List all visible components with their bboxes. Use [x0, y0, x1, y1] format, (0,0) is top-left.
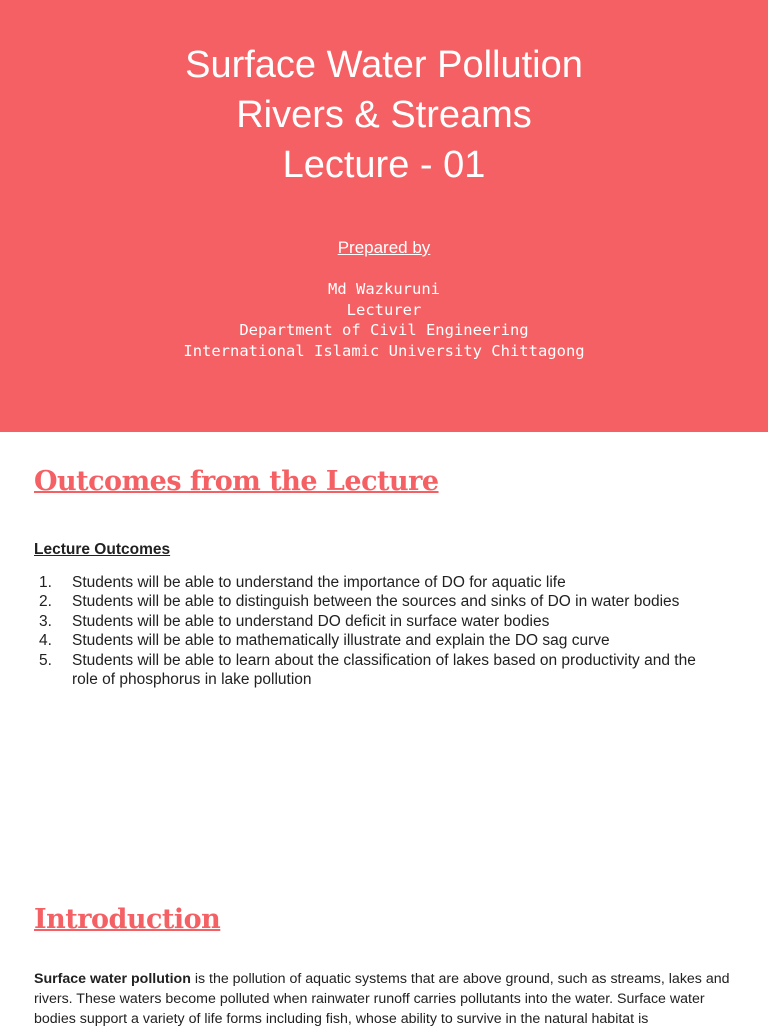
- title-line: Rivers & Streams: [236, 94, 532, 136]
- title-line: Surface Water Pollution: [185, 44, 583, 86]
- author-university: International Islamic University Chittagong: [183, 342, 585, 361]
- list-item: [34, 631, 714, 650]
- introduction-paragraph: [34, 969, 736, 1030]
- list-text: Students will be able to distinguish between the sources and sinks of DO in water bodies: [72, 593, 680, 611]
- list-number: 1.: [39, 574, 52, 591]
- list-text: Students will be able to learn about the classification of lakes based on productivity and the role of phosphorus in lake pollution: [72, 651, 696, 689]
- title-line: Lecture - 01: [282, 144, 486, 186]
- title-banner: [0, 0, 768, 432]
- list-item: [34, 592, 714, 611]
- intro-lead-term: Surface water pollution: [34, 971, 191, 987]
- list-text: Students will be able to understand DO deficit in surface water bodies: [72, 612, 550, 630]
- list-item: [34, 651, 714, 690]
- list-text: Students will be able to understand the importance of DO for aquatic life: [72, 574, 566, 591]
- lecture-title: [0, 40, 768, 190]
- list-text: Students will be able to mathematically illustrate and explain the DO sag curve: [72, 632, 610, 650]
- outcomes-list: [34, 573, 714, 689]
- list-number: 4.: [39, 632, 52, 650]
- list-number: 5.: [39, 651, 52, 669]
- intro-body: is the pollution of aquatic systems that are above ground, such as streams, lakes and rivers. These waters become polluted when rainwater runoff carries pollutants into the water. Surface water bodies support a variety of life forms including fish, whose ability to survive in the natural habitat is: [34, 971, 730, 1028]
- list-item: [34, 612, 714, 631]
- list-number: 2.: [39, 593, 52, 611]
- author-block: [0, 279, 768, 362]
- author-name: Md Wazkuruni: [328, 280, 440, 298]
- list-item: [34, 573, 714, 592]
- author-position: Lecturer: [346, 300, 422, 319]
- introduction-heading: Introduction: [34, 904, 221, 935]
- list-number: 3.: [39, 612, 52, 630]
- outcomes-heading: Outcomes from the Lecture: [34, 466, 439, 497]
- outcomes-subheading: Lecture Outcomes: [34, 541, 171, 558]
- prepared-by-label: Prepared by: [337, 238, 431, 257]
- author-department: Department of Civil Engineering: [239, 321, 529, 340]
